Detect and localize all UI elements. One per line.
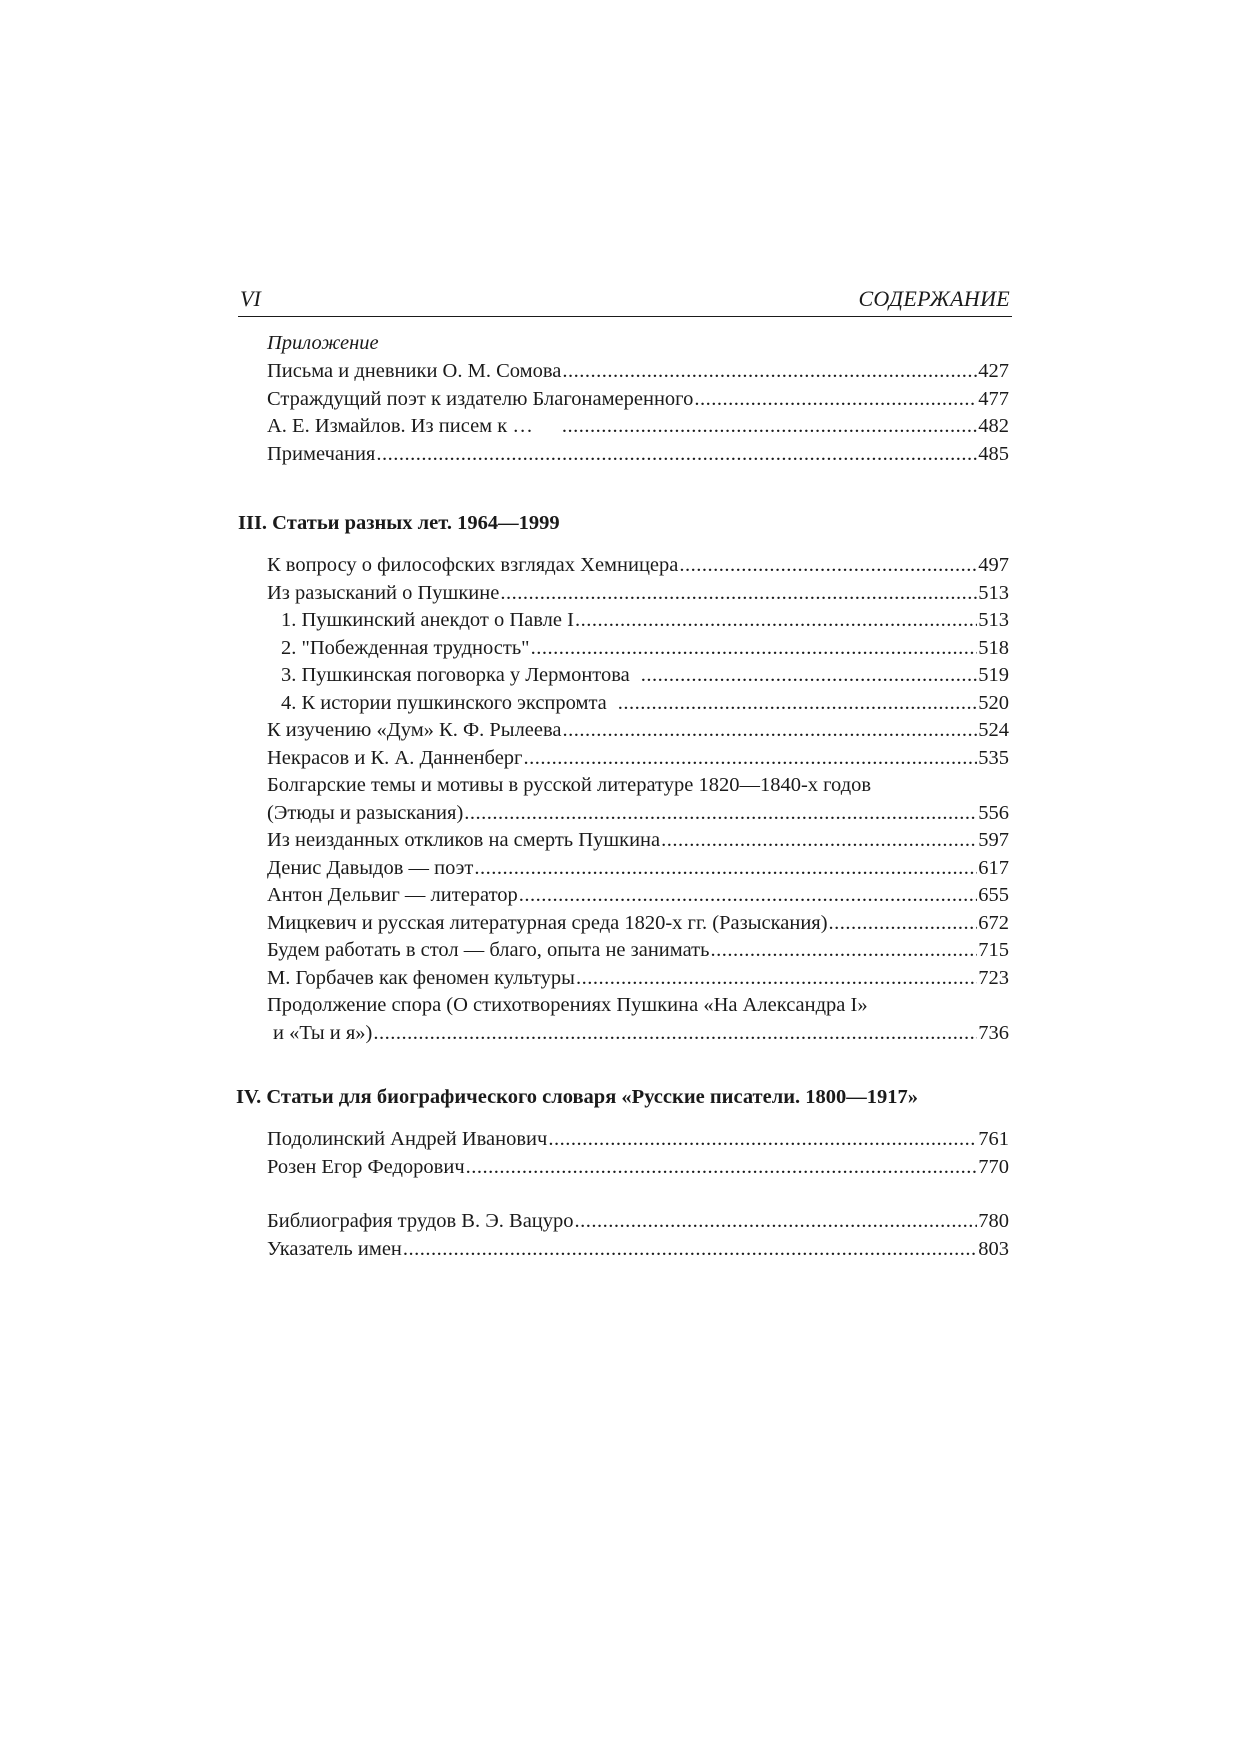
toc-entry[interactable] [267, 829, 1009, 857]
leader-dots [661, 829, 977, 852]
toc-entry-line1[interactable] [267, 994, 1009, 1022]
toc-entry[interactable] [267, 719, 1009, 747]
toc-entry-page: 597 [978, 829, 1009, 851]
leader-dots [466, 1156, 978, 1179]
toc-entry[interactable] [267, 1238, 1009, 1266]
toc-entry-title: 4. К истории пушкинского экспромта [281, 691, 607, 714]
leader-dots [403, 1238, 977, 1261]
toc-entry-page: 520 [978, 691, 1009, 714]
toc-entry-title: Антон Дельвиг — литератор [267, 884, 518, 906]
leader-dots [575, 609, 977, 632]
toc-entry[interactable] [267, 1210, 1009, 1238]
toc-entry-page: 524 [978, 719, 1009, 741]
running-title: СОДЕРЖАНИЕ [858, 286, 1010, 311]
section-3-title: III. Статьи разных лет. 1964—1999 [238, 512, 560, 534]
toc-entry-page: 497 [978, 554, 1009, 576]
toc-entry[interactable] [267, 443, 1009, 471]
toc-entry-page: 482 [978, 415, 1009, 437]
toc-entry-title: и «Ты и я») [273, 1021, 373, 1044]
leader-dots [531, 637, 978, 660]
toc-entry-page: 513 [978, 581, 1009, 604]
appendix-subheading: Приложение [267, 332, 379, 354]
toc-entry[interactable] [267, 1156, 1009, 1184]
toc-entry-title: Из разысканий о Пушкине [267, 581, 500, 604]
toc-entry-page: 518 [978, 636, 1009, 659]
page-number: VI [240, 286, 261, 311]
toc-entry-page: 485 [978, 442, 1009, 465]
toc-entry[interactable] [267, 884, 1009, 912]
toc-entry-title: Мицкевич и русская литературная среда 1820-х гг. (Разыскания) [267, 911, 828, 934]
toc-entry-line1[interactable] [267, 774, 1009, 802]
toc-entry-title: К вопросу о философских взглядах Хемницера [267, 554, 679, 576]
toc-entry[interactable] [267, 360, 1009, 388]
toc-entry-title-line1: Болгарские темы и мотивы в русской литературе 1820—1840-х годов [267, 774, 872, 796]
toc-entry-title: Страждущий поэт к издателю Благонамеренного [267, 387, 694, 410]
leader-dots [641, 664, 978, 687]
leader-dots [562, 415, 977, 438]
toc-entry-title: Письма и дневники О. М. Сомова [267, 360, 562, 382]
toc-subentry[interactable] [267, 637, 1009, 665]
back-matter-block [267, 1210, 1009, 1265]
toc-entry-title: 2. "Побежденная трудность" [281, 636, 530, 659]
toc-entry-title: А. Е. Измайлов. Из писем к … [267, 415, 533, 437]
section-4-title: IV. Статьи для биографического словаря «Русские писатели. 1800—1917» [236, 1086, 919, 1108]
leader-dots [464, 802, 977, 825]
toc-entry-page: 535 [978, 746, 1009, 769]
toc-entry-title: Примечания [267, 442, 376, 465]
leader-dots [523, 747, 977, 770]
toc-entry-title: Розен Егор Федорович [267, 1155, 465, 1178]
toc-subentry[interactable] [267, 609, 1009, 637]
leader-dots [548, 1128, 977, 1151]
toc-entry[interactable] [267, 388, 1009, 416]
toc-entry-title: 3. Пушкинская поговорка у Лермонтова [281, 664, 630, 686]
toc-entry-page: 736 [978, 1021, 1009, 1044]
toc-entry-page: 770 [978, 1155, 1009, 1178]
toc-entry-page: 803 [978, 1237, 1009, 1260]
toc-entry-page: 477 [978, 387, 1009, 410]
toc-entry[interactable] [267, 802, 1009, 830]
leader-dots [710, 939, 977, 962]
toc-entry-title: Указатель имен [267, 1237, 402, 1260]
toc-entry[interactable] [267, 415, 1009, 443]
running-header [238, 286, 1012, 317]
toc-entry-page: 655 [978, 884, 1009, 906]
toc-entry-title: М. Горбачев как феномен культуры [267, 966, 575, 989]
toc-entry[interactable] [267, 857, 1009, 885]
toc-entry-page: 519 [978, 664, 1009, 686]
toc-entry-title: Подолинский Андрей Иванович [267, 1128, 548, 1150]
leader-dots [679, 554, 977, 577]
leader-dots [829, 912, 978, 935]
toc-entry[interactable] [267, 554, 1009, 582]
toc-entry-title: 1. Пушкинский анекдот о Павле I [281, 609, 574, 631]
toc-entry-title: Из неизданных откликов на смерть Пушкина [267, 829, 661, 851]
leader-dots [562, 360, 977, 383]
leader-dots [563, 719, 978, 742]
leader-dots [500, 582, 977, 605]
toc-entry-page: 556 [978, 801, 1009, 824]
leader-dots [618, 692, 977, 715]
toc-entry[interactable] [267, 967, 1009, 995]
leader-dots [376, 443, 977, 466]
toc-entry[interactable] [267, 747, 1009, 775]
leader-dots [474, 857, 977, 880]
toc-entry[interactable] [267, 1128, 1009, 1156]
toc-entry-title: Будем работать в стол — благо, опыта не занимать [267, 939, 710, 961]
appendix-block [267, 332, 1009, 470]
toc-entry[interactable] [267, 939, 1009, 967]
toc-subentry[interactable] [267, 664, 1009, 692]
toc-entry-page: 427 [978, 360, 1009, 382]
section-3-block [267, 554, 1009, 1049]
toc-entry-page: 715 [978, 939, 1009, 961]
toc-entry-title: Некрасов и К. А. Данненберг [267, 746, 523, 769]
toc-entry-page: 672 [978, 911, 1009, 934]
toc-entry-page: 780 [978, 1210, 1009, 1232]
leader-dots [694, 388, 977, 411]
toc-entry[interactable] [267, 582, 1009, 610]
leader-dots [575, 1210, 978, 1233]
section-4-block [267, 1128, 1009, 1183]
toc-entry-page: 513 [978, 609, 1009, 631]
toc-entry-title-line1: Продолжение спора (О стихотворениях Пушкина «На Александра I» [267, 994, 868, 1016]
toc-subentry[interactable] [267, 692, 1009, 720]
leader-dots [576, 967, 977, 990]
toc-entry-page: 617 [978, 856, 1009, 879]
toc-entry[interactable] [267, 1022, 1009, 1050]
toc-entry-page: 761 [978, 1128, 1009, 1150]
toc-entry-title: Денис Давыдов — поэт [267, 856, 474, 879]
toc-entry-title: К изучению «Дум» К. Ф. Рылеева [267, 719, 562, 741]
leader-dots [373, 1022, 977, 1045]
toc-entry-page: 723 [978, 966, 1009, 989]
leader-dots [519, 884, 977, 907]
toc-entry-title: Библиография трудов В. Э. Вацуро [267, 1210, 574, 1232]
toc-entry[interactable] [267, 912, 1009, 940]
toc-entry-title: (Этюды и разыскания) [267, 801, 464, 824]
